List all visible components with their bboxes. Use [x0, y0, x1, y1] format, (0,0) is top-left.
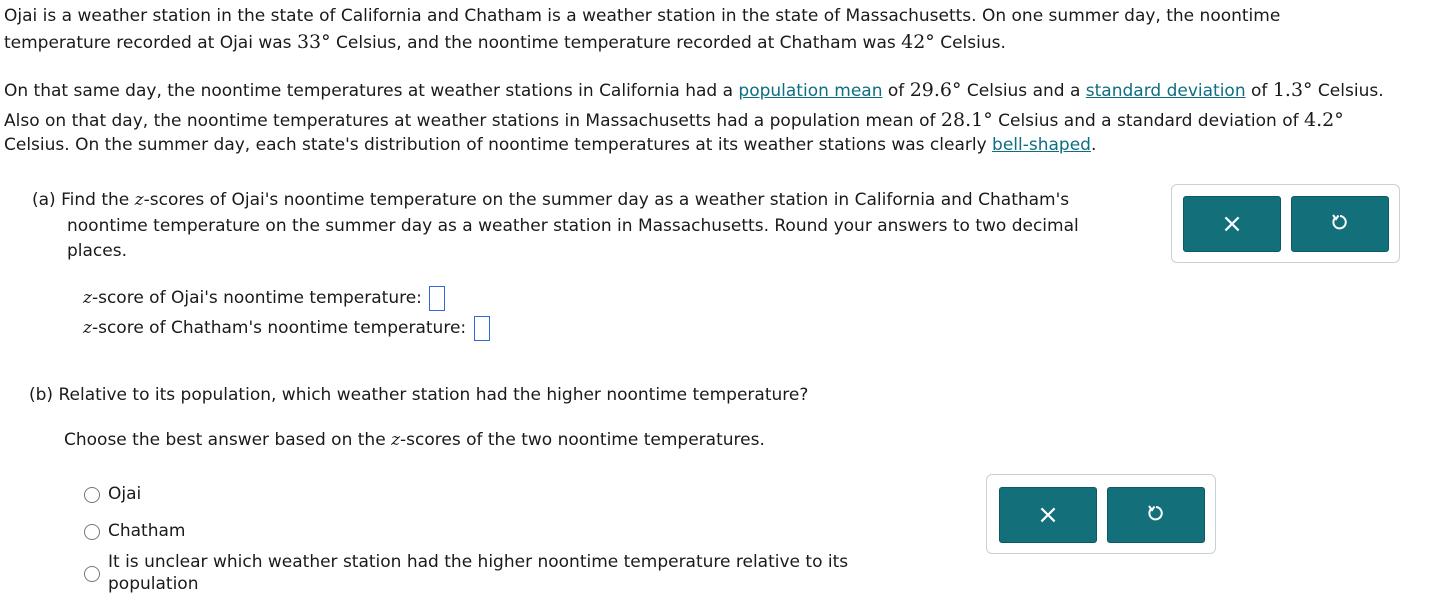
part-a-label: (a) — [32, 190, 56, 210]
reset-button[interactable] — [1107, 487, 1205, 543]
chatham-temperature: 42° — [901, 31, 935, 53]
intro-text: Also on that day, the noontime temperatures at weather stations in Massachusetts had a population mean of — [4, 111, 941, 131]
clear-button[interactable] — [999, 487, 1097, 543]
part-a-text: noontime temperature on the summer day as a weather station in Massachusetts. Round your answers to two decimal — [67, 216, 1079, 236]
option-chatham-label[interactable] — [108, 520, 185, 542]
intro-text: On that same day, the noontime temperatures at weather stations in California had a — [4, 81, 739, 101]
ca-sd-value: 1.3° — [1272, 79, 1313, 101]
part-a-line-3 — [67, 240, 127, 262]
z-symbol: z — [83, 288, 92, 308]
intro-text: of — [882, 81, 910, 101]
intro-text: Ojai is a weather station in the state of California and Chatham is a weather station in the state of Massachusetts. On one summer day, the noontime — [4, 6, 1281, 26]
part-b-instruction — [64, 429, 765, 451]
option-text: Ojai — [108, 484, 142, 504]
intro-text: Celsius. On the summer day, each state's distribution of noontime temperatures at its weather stations was clearly — [4, 135, 993, 155]
chatham-zscore-label: -score of Chatham's noontime temperature: — [91, 318, 467, 338]
intro-line-3 — [4, 79, 1384, 102]
option-text: Chatham — [108, 521, 186, 541]
option-unclear-radio[interactable] — [84, 566, 100, 582]
part-a-text: Find the — [61, 190, 135, 210]
option-ojai-radio[interactable] — [84, 487, 100, 503]
ojai-zscore-label: -score of Ojai's noontime temperature: — [91, 288, 422, 308]
clear-button[interactable] — [1183, 196, 1281, 252]
intro-line-1 — [4, 5, 1280, 27]
standard-deviation-link[interactable]: standard deviation — [1085, 81, 1246, 101]
part-a-line-2 — [67, 215, 1079, 237]
z-symbol: z — [391, 430, 401, 450]
ca-mean-value: 29.6° — [909, 79, 962, 101]
part-a-action-panel — [1171, 184, 1400, 263]
intro-text: Celsius and a — [961, 81, 1086, 101]
part-a-text: -scores of Ojai's noontime temperature on the summer day as a weather station in California and Chatham's — [143, 190, 1070, 210]
intro-line-2 — [4, 31, 1006, 54]
intro-text: Celsius. — [1312, 81, 1384, 101]
part-a-text: places. — [67, 241, 127, 261]
population-mean-link[interactable]: population mean — [738, 81, 883, 101]
option-text: population — [108, 574, 199, 594]
close-icon: × — [1037, 500, 1059, 530]
part-b-action-panel — [986, 474, 1216, 554]
ojai-zscore-row — [83, 285, 445, 311]
intro-text: of — [1245, 81, 1273, 101]
intro-text: temperature recorded at Ojai was — [4, 33, 297, 53]
z-symbol: z — [134, 190, 144, 210]
ma-mean-value: 28.1° — [940, 109, 993, 131]
chatham-zscore-row — [83, 315, 490, 341]
ojai-temperature: 33° — [296, 31, 331, 53]
ma-sd-value: 4.2° — [1304, 109, 1344, 131]
intro-text: . — [1090, 135, 1097, 155]
option-ojai-label[interactable] — [108, 483, 141, 505]
z-symbol: z — [83, 318, 92, 338]
undo-icon — [1330, 212, 1350, 237]
part-a-line-1 — [32, 189, 1069, 211]
intro-text: Celsius. — [934, 33, 1006, 53]
option-unclear-label-1[interactable] — [108, 551, 848, 573]
part-b-text: Choose the best answer based on the — [64, 430, 392, 450]
ojai-zscore-input[interactable] — [429, 286, 445, 311]
reset-button[interactable] — [1291, 196, 1389, 252]
chatham-zscore-input[interactable] — [474, 316, 490, 341]
option-unclear-label-2[interactable] — [108, 573, 198, 595]
option-chatham-radio[interactable] — [84, 524, 100, 540]
part-b-text: -scores of the two noontime temperatures. — [400, 430, 765, 450]
close-icon: × — [1221, 209, 1243, 239]
part-b-question — [29, 384, 808, 406]
intro-text: Celsius, and the noontime temperature recorded at Chatham was — [330, 33, 902, 53]
undo-icon — [1146, 503, 1166, 528]
intro-line-5 — [4, 134, 1096, 156]
intro-text: Celsius and a standard deviation of — [992, 111, 1305, 131]
option-text: It is unclear which weather station had the higher noontime temperature relative to its — [108, 552, 849, 572]
bell-shaped-link[interactable]: bell-shaped — [992, 135, 1091, 155]
intro-line-4 — [4, 109, 1344, 132]
part-b-text: (b) Relative to its population, which weather station had the higher noontime temperature? — [29, 385, 809, 405]
